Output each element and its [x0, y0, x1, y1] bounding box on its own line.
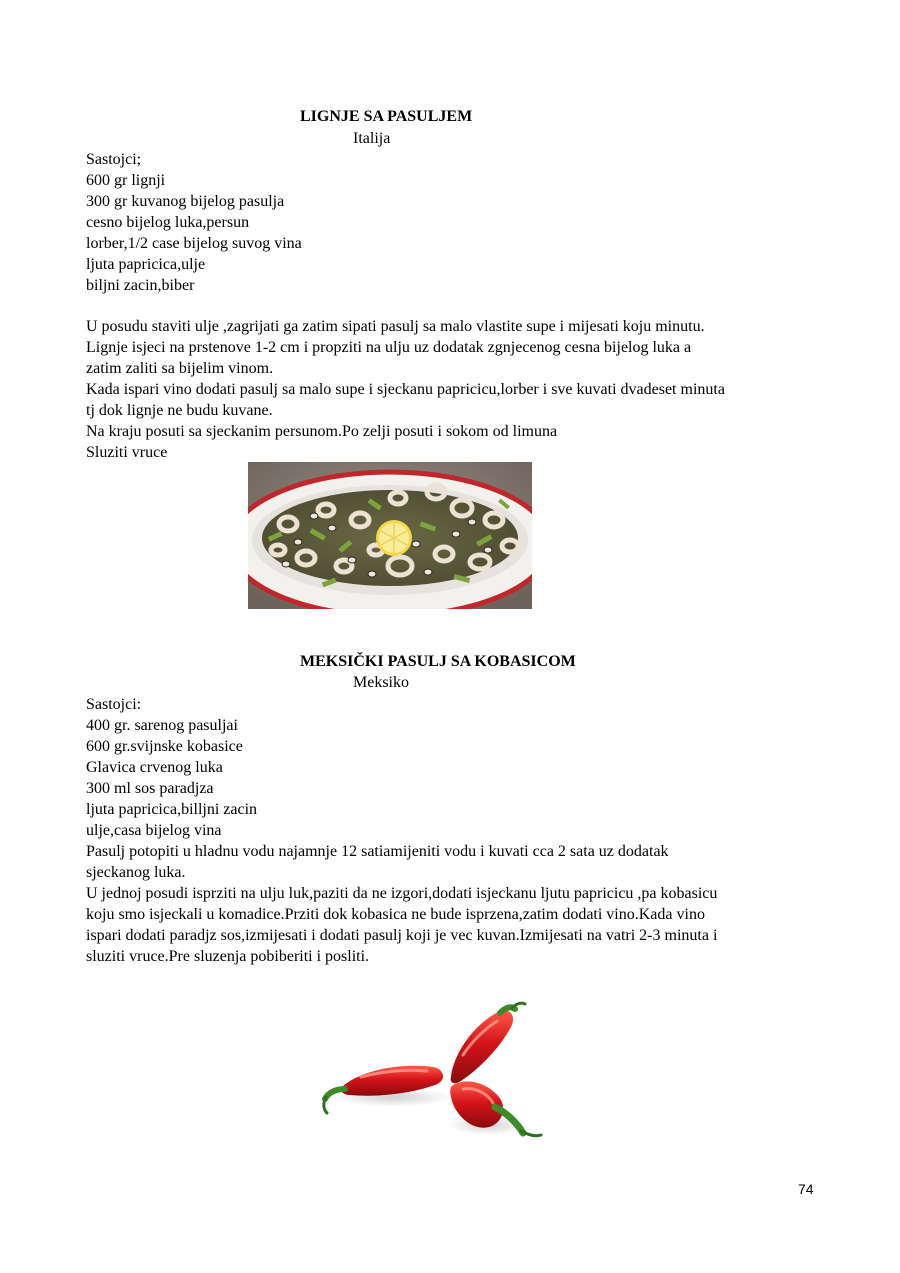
chili-peppers-image: [303, 985, 573, 1165]
instruction-line: koju smo isjeckali u komadice.Prziti dok kobasica ne bude isprzena,zatim dodati vino.Kada vino: [86, 906, 705, 923]
instruction-line: ispari dodati paradjz sos,izmijesati i dodati pasulj koji je vec kuvan.Izmijesati na vatri 2-3 minuta i: [86, 927, 718, 944]
instruction-line: zatim zaliti sa bijelim vinom.: [86, 360, 274, 377]
instruction-line: tj dok lignje ne budu kuvane.: [86, 402, 273, 419]
ingredient-item: 600 gr lignji: [86, 172, 166, 189]
instruction-line: U posudu staviti ulje ,zagrijati ga zatim sipati pasulj sa malo vlastite supe i mijesati koju minutu.: [86, 318, 705, 335]
recipe2-title: MEKSIČKI PASULJ SA KOBASICOM: [300, 653, 576, 670]
instruction-line: Pasulj potopiti u hladnu vodu najamnje 12 satiamijeniti vodu i kuvati cca 2 sata uz dodatak: [86, 843, 669, 860]
ingredient-item: ulje,casa bijelog vina: [86, 822, 222, 839]
recipe1-country: Italija: [353, 130, 391, 147]
ingredient-item: biljni zacin,biber: [86, 277, 195, 294]
ingredient-item: 400 gr. sarenog pasuljai: [86, 717, 238, 734]
ingredient-item: 300 gr kuvanog bijelog pasulja: [86, 193, 285, 210]
ingredient-item: ljuta papricica,ulje: [86, 256, 206, 273]
ingredients-heading: Sastojci:: [86, 696, 142, 713]
instruction-line: U jednoj posudi isprziti na ulju luk,paziti da ne izgori,dodati isjeckanu ljutu papricicu ,pa kobasicu: [86, 885, 718, 902]
instruction-line: sjeckanog luka.: [86, 864, 186, 881]
ingredient-item: 600 gr.svijnske kobasice: [86, 738, 243, 755]
ingredient-item: lorber,1/2 case bijelog suvog vina: [86, 235, 302, 252]
recipe2-ingredients: [86, 694, 717, 967]
instruction-line: Lignje isjeci na prstenove 1-2 cm i propziti na ulju uz dodatak zgnjecenog cesna bijelog luka a: [86, 339, 692, 356]
instruction-line: Kada ispari vino dodati pasulj sa malo supe i sjeckanu papricicu,lorber i sve kuvati dvadeset minuta: [86, 381, 725, 398]
recipe2-country: Meksiko: [353, 674, 409, 691]
instruction-line: sluziti vruce.Pre sluzenja pobiberiti i posliti.: [86, 948, 370, 965]
ingredients-heading: Sastojci;: [86, 151, 142, 168]
page-number: 74: [798, 1181, 814, 1197]
instruction-line: Sluziti vruce: [86, 444, 168, 461]
recipe1-title: LIGNJE SA PASULJEM: [300, 108, 473, 125]
ingredient-item: Glavica crvenog luka: [86, 759, 223, 776]
ingredient-item: ljuta papricica,billjni zacin: [86, 801, 258, 818]
recipe1-instructions: [86, 316, 725, 463]
instruction-line: Na kraju posuti sa sjeckanim persunom.Po zelji posuti i sokom od limuna: [86, 423, 558, 440]
ingredient-item: 300 ml sos paradjza: [86, 780, 214, 797]
ingredient-item: cesno bijelog luka,persun: [86, 214, 250, 231]
recipe1-ingredients: [86, 149, 302, 296]
squid-dish-image: [248, 462, 532, 609]
